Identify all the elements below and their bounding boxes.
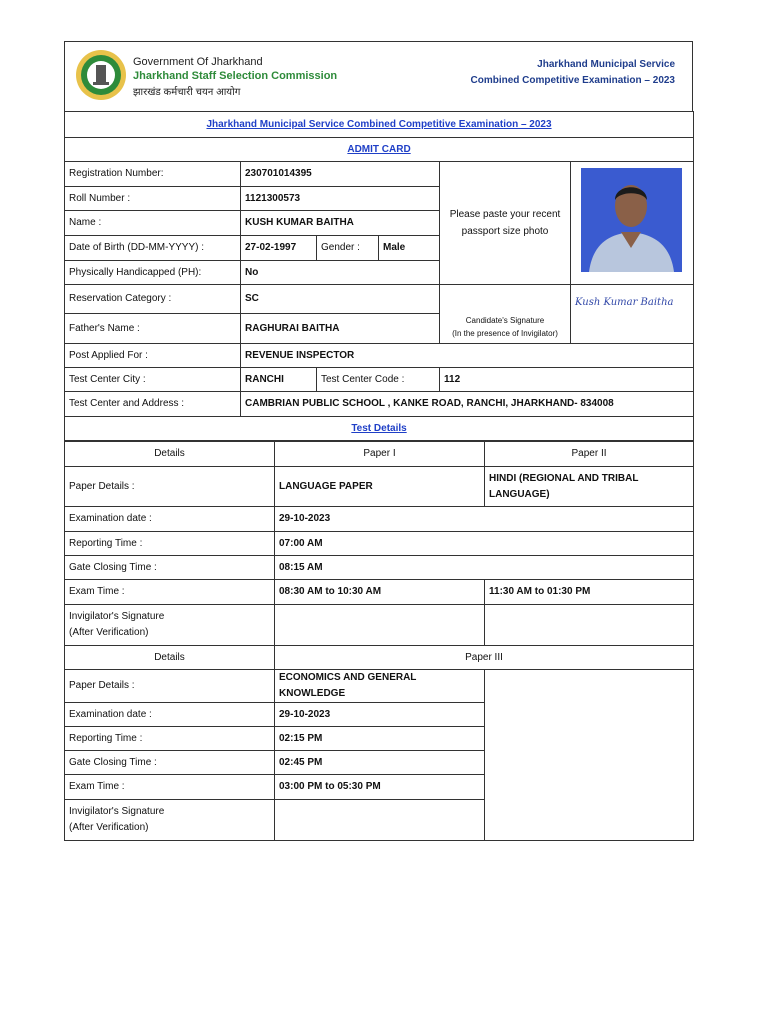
gender-label: Gender : <box>317 236 379 261</box>
test-details-link[interactable]: Test Details <box>351 422 407 434</box>
gate-closing-label: Gate Closing Time : <box>65 556 275 580</box>
center-code-value: 112 <box>440 368 694 392</box>
paper2-details: HINDI (REGIONAL AND TRIBAL LANGUAGE) <box>485 467 694 507</box>
dob-label: Date of Birth (DD-MM-YYYY) : <box>65 236 241 261</box>
signature-note: Candidate's Signature (In the presence of Invigilator) <box>452 315 558 339</box>
exam-date-value: 29-10-2023 <box>275 507 694 532</box>
photo-placeholder <box>440 162 571 285</box>
admit-card-link[interactable]: ADMIT CARD <box>347 143 411 155</box>
reservation-label: Reservation Category : <box>65 285 241 314</box>
post-value: REVENUE INSPECTOR <box>241 344 694 368</box>
paper3-details-label: Paper Details : <box>65 670 275 703</box>
paper3-reporting-label: Reporting Time : <box>65 727 275 751</box>
father-label: Father's Name : <box>65 314 241 344</box>
exam-time-label: Exam Time : <box>65 580 275 605</box>
paper3-empty-cell <box>485 670 694 841</box>
commission-title: Jharkhand Staff Selection Commission <box>133 70 338 82</box>
paper3-header: Paper III <box>275 646 694 670</box>
reporting-time-value: 07:00 AM <box>275 532 694 556</box>
commission-title-hindi: झारखंड कर्मचारी चयन आयोग <box>133 87 241 98</box>
invigilator-label: Invigilator's Signature (After Verification) <box>65 605 275 646</box>
paper3-gate-value: 02:45 PM <box>275 751 485 775</box>
candidate-signature: Kush Kumar Baitha <box>575 297 674 308</box>
name-label: Name : <box>65 211 241 236</box>
reporting-time-label: Reporting Time : <box>65 532 275 556</box>
gender-value: Male <box>379 236 440 261</box>
paper3-time-value: 03:00 PM to 05:30 PM <box>275 775 485 800</box>
roll-value: 1121300573 <box>241 187 440 211</box>
ph-label: Physically Handicapped (PH): <box>65 261 241 285</box>
paper1-header: Paper I <box>275 442 485 467</box>
city-value: RANCHI <box>241 368 317 392</box>
center-code-label: Test Center Code : <box>317 368 440 392</box>
admit-card-sheet <box>64 41 693 841</box>
paper-details-label: Paper Details : <box>65 467 275 507</box>
paper3-invigilator-label: Invigilator's Signature (After Verification) <box>65 800 275 841</box>
reservation-value: SC <box>241 285 440 314</box>
gate-closing-value: 08:15 AM <box>275 556 694 580</box>
roll-label: Roll Number : <box>65 187 241 211</box>
jssc-emblem-icon <box>75 49 127 101</box>
paper3-details: ECONOMICS AND GENERAL KNOWLEDGE <box>275 670 485 703</box>
header-banner <box>64 41 693 111</box>
name-value: KUSH KUMAR BAITHA <box>241 211 440 236</box>
post-label: Post Applied For : <box>65 344 241 368</box>
header-right-line2: Combined Competitive Examination – 2023 <box>470 75 675 86</box>
address-value: CAMBRIAN PUBLIC SCHOOL , KANKE ROAD, RANCHI, JHARKHAND- 834008 <box>241 392 694 417</box>
candidate-photo-cell <box>571 162 694 285</box>
paper1-time: 08:30 AM to 10:30 AM <box>275 580 485 605</box>
header-right-line1: Jharkhand Municipal Service <box>537 59 675 70</box>
address-label: Test Center and Address : <box>65 392 241 417</box>
city-label: Test Center City : <box>65 368 241 392</box>
details-header-2: Details <box>65 646 275 670</box>
paper2-invigilator-box <box>485 605 694 646</box>
paper3-date-label: Examination date : <box>65 703 275 727</box>
paper3-time-label: Exam Time : <box>65 775 275 800</box>
paper2-time: 11:30 AM to 01:30 PM <box>485 580 694 605</box>
ph-value: No <box>241 261 440 285</box>
candidate-table <box>64 111 694 441</box>
registration-value: 230701014395 <box>241 162 440 187</box>
paper3-invigilator-box <box>275 800 485 841</box>
paper3-reporting-value: 02:15 PM <box>275 727 485 751</box>
paper1-details: LANGUAGE PAPER <box>275 467 485 507</box>
candidate-photo-icon <box>581 168 682 272</box>
paper1-invigilator-box <box>275 605 485 646</box>
paper3-date-value: 29-10-2023 <box>275 703 485 727</box>
signature-cell <box>571 285 694 344</box>
father-value: RAGHURAI BAITHA <box>241 314 440 344</box>
details-header: Details <box>65 442 275 467</box>
dob-value: 27-02-1997 <box>241 236 317 261</box>
exam-title-link[interactable]: Jharkhand Municipal Service Combined Competitive Examination – 2023 <box>206 118 552 130</box>
signature-note-cell <box>440 285 571 344</box>
registration-label: Registration Number: <box>65 162 241 187</box>
exam-date-label: Examination date : <box>65 507 275 532</box>
paper3-gate-label: Gate Closing Time : <box>65 751 275 775</box>
paper2-header: Paper II <box>485 442 694 467</box>
photo-note: Please paste your recent passport size photo <box>449 209 561 237</box>
papers-table <box>64 441 694 841</box>
government-title: Government Of Jharkhand <box>133 56 263 68</box>
